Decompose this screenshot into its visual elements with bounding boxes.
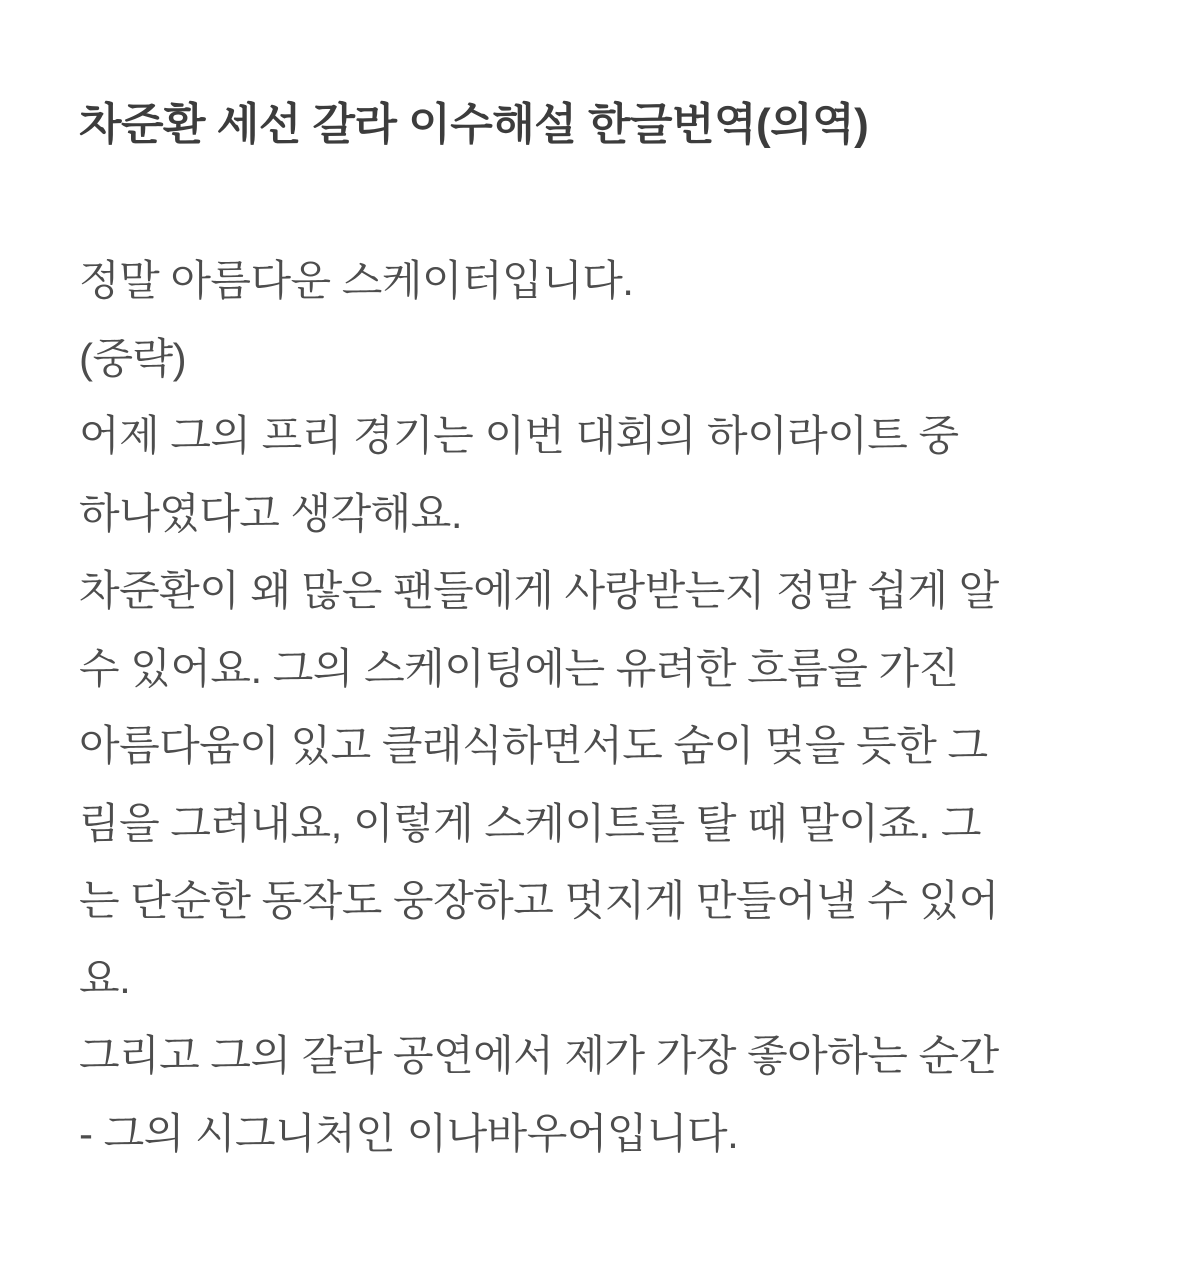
body-line: (중략) <box>79 334 187 382</box>
body-line: 하나였다고 생각해요. <box>79 489 462 537</box>
body-line: 요. <box>79 954 131 1002</box>
body-line: - 그의 시그니처인 이나바우어입니다. <box>79 1109 739 1157</box>
post-title: 차준환 세선 갈라 이수해설 한글번역(의역) <box>79 100 869 149</box>
body-line: 는 단순한 동작도 웅장하고 멋지게 만들어낼 수 있어 <box>79 877 999 924</box>
body-line: 차준환이 왜 많은 팬들에게 사랑받는지 정말 쉽게 알 <box>79 567 999 614</box>
post-body <box>79 242 1139 1172</box>
body-line: 수 있어요. 그의 스케이팅에는 유려한 흐름을 가진 <box>79 644 959 692</box>
body-line: 아름다움이 있고 클래식하면서도 숨이 멎을 듯한 그 <box>79 722 988 769</box>
body-line: 어제 그의 프리 경기는 이번 대회의 하이라이트 중 <box>79 412 959 459</box>
body-line: 그리고 그의 갈라 공연에서 제가 가장 좋아하는 순간 <box>79 1032 999 1079</box>
body-line: 정말 아름다운 스케이터입니다. <box>79 257 634 304</box>
body-line: 림을 그려내요, 이렇게 스케이트를 탈 때 말이죠. 그 <box>79 799 981 847</box>
